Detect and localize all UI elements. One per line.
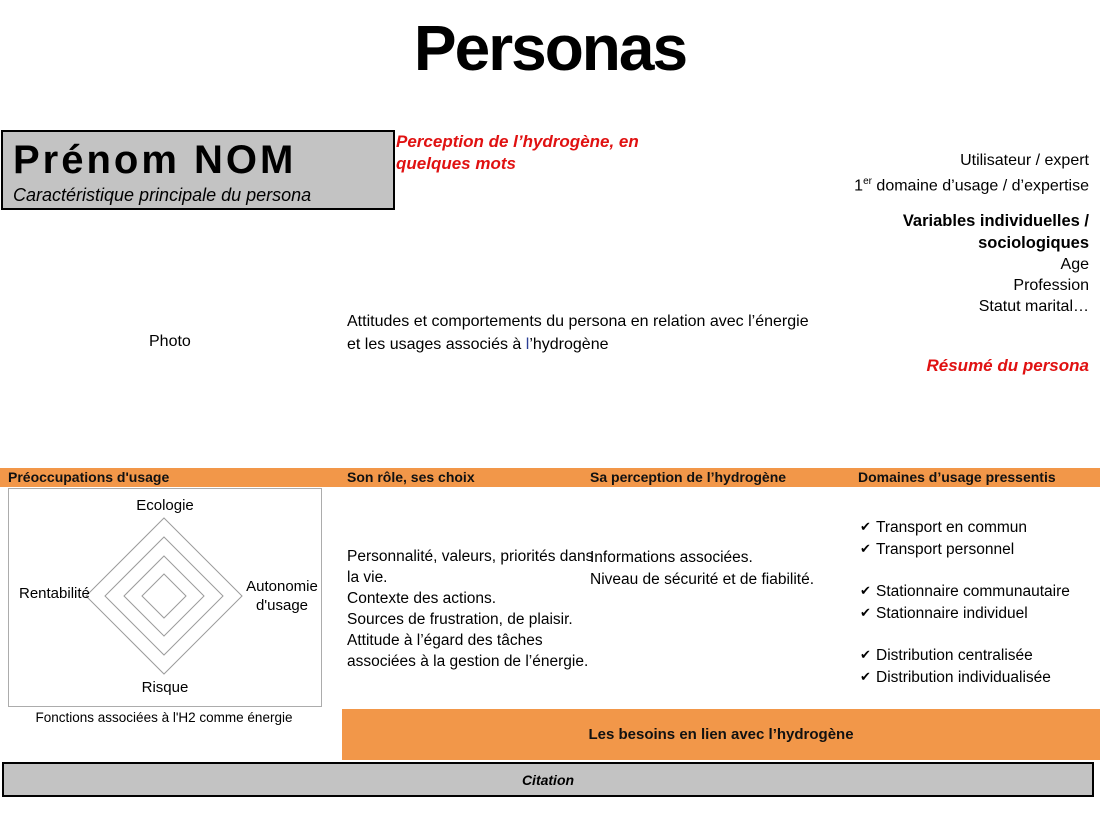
radar-axis-autonomie-line2: d'usage (255, 597, 309, 614)
checklist-item (860, 603, 1092, 625)
profile-domain-sup: er (863, 176, 872, 187)
variables-title-line2: sociologiques (978, 234, 1089, 253)
header-domaines: Domaines d’usage pressentis (858, 469, 1056, 485)
radar-axis-ecologie: Ecologie (136, 497, 194, 514)
profile-item-marital: Statut marital… (978, 298, 1089, 316)
header-role: Son rôle, ses choix (347, 469, 475, 485)
checklist-item (860, 645, 1092, 667)
checklist-item-label: Distribution individualisée (876, 668, 1051, 686)
profile-user-expert: Utilisateur / expert (960, 152, 1089, 169)
radar-axis-risque: Risque (141, 679, 189, 696)
attitudes-line2-blue-l: l (525, 335, 530, 353)
hydrogen-perception-note: Perception de l’hydrogène, en quelques mots (396, 132, 639, 173)
domains-group-transport (860, 517, 1092, 560)
profile-domain-line (769, 171, 1089, 196)
radar-axis-autonomie-line1: Autonomie (246, 578, 318, 595)
attitudes-block (347, 311, 907, 356)
persona-name: Prénom NOM (13, 138, 297, 182)
resume-label: Résumé du persona (926, 356, 1089, 375)
radar-chart (8, 488, 322, 707)
besoins-hydrogene-bar: Les besoins en lien avec l’hydrogène (342, 709, 1100, 760)
perception-line: Niveau de sécurité et de fiabilité. (590, 570, 815, 588)
attitudes-line1: Attitudes et comportements du persona en relation avec l’énergie (347, 313, 809, 330)
check-icon: ✔ (860, 668, 871, 684)
role-line: Sources de frustration, de plaisir. (347, 611, 573, 628)
attitudes-line2-post: ’hydrogène (529, 335, 609, 353)
checklist-item-label: Stationnaire individuel (876, 604, 1028, 622)
profile-domain-num: 1 (854, 177, 864, 195)
domains-group-stationnaire (860, 581, 1092, 624)
checklist-item (860, 581, 1092, 603)
domains-checklist (860, 517, 1092, 709)
profile-domain-rest: domaine d’usage / d’expertise (871, 177, 1089, 195)
header-preoccupations: Préoccupations d'usage (8, 469, 170, 485)
radar-axis-rentabilite: Rentabilité (19, 585, 90, 602)
header-perception: Sa perception de l’hydrogène (590, 469, 787, 485)
perception-line: Informations associées. (590, 549, 753, 566)
checklist-item-label: Stationnaire communautaire (876, 583, 1070, 600)
variables-title-line1: Variables individuelles / (902, 212, 1089, 231)
checklist-item-label: Transport personnel (876, 540, 1015, 558)
spacer (769, 196, 1089, 210)
radar-caption: Fonctions associées à l'H2 comme énergie (35, 710, 293, 725)
photo-placeholder-label: Photo (149, 333, 191, 350)
domains-group-distribution (860, 645, 1092, 688)
checklist-item (860, 667, 1092, 689)
check-icon: ✔ (860, 583, 871, 598)
profile-block (769, 150, 1089, 317)
attitudes-line2 (347, 334, 907, 357)
check-icon: ✔ (860, 540, 871, 556)
checklist-item-label: Transport en commun (876, 519, 1028, 536)
checklist-item (860, 517, 1092, 539)
role-line: Attitude à l’égard des tâches associées à la gestion de l’énergie. (347, 632, 589, 670)
citation-bar: Citation (2, 762, 1094, 797)
role-column (347, 546, 603, 672)
radar-axis-autonomie (243, 577, 321, 615)
profile-item-age: Age (1060, 256, 1089, 274)
page-title: Personas (413, 12, 687, 84)
check-icon: ✔ (860, 604, 871, 620)
checklist-item-label: Distribution centralisée (876, 647, 1033, 664)
role-line: Contexte des actions. (347, 590, 497, 607)
attitudes-line2-pre: et les usages associés à (347, 335, 526, 353)
section-header-bar (0, 468, 1100, 487)
perception-column (590, 547, 852, 590)
check-icon: ✔ (860, 647, 871, 662)
persona-name-box (1, 130, 395, 210)
persona-main-characteristic: Caractéristique principale du persona (13, 185, 312, 205)
checklist-item (860, 539, 1092, 561)
role-line: Personnalité, valeurs, priorités dans la vie. (347, 548, 594, 586)
profile-item-profession: Profession (1013, 277, 1089, 295)
check-icon: ✔ (860, 519, 871, 534)
